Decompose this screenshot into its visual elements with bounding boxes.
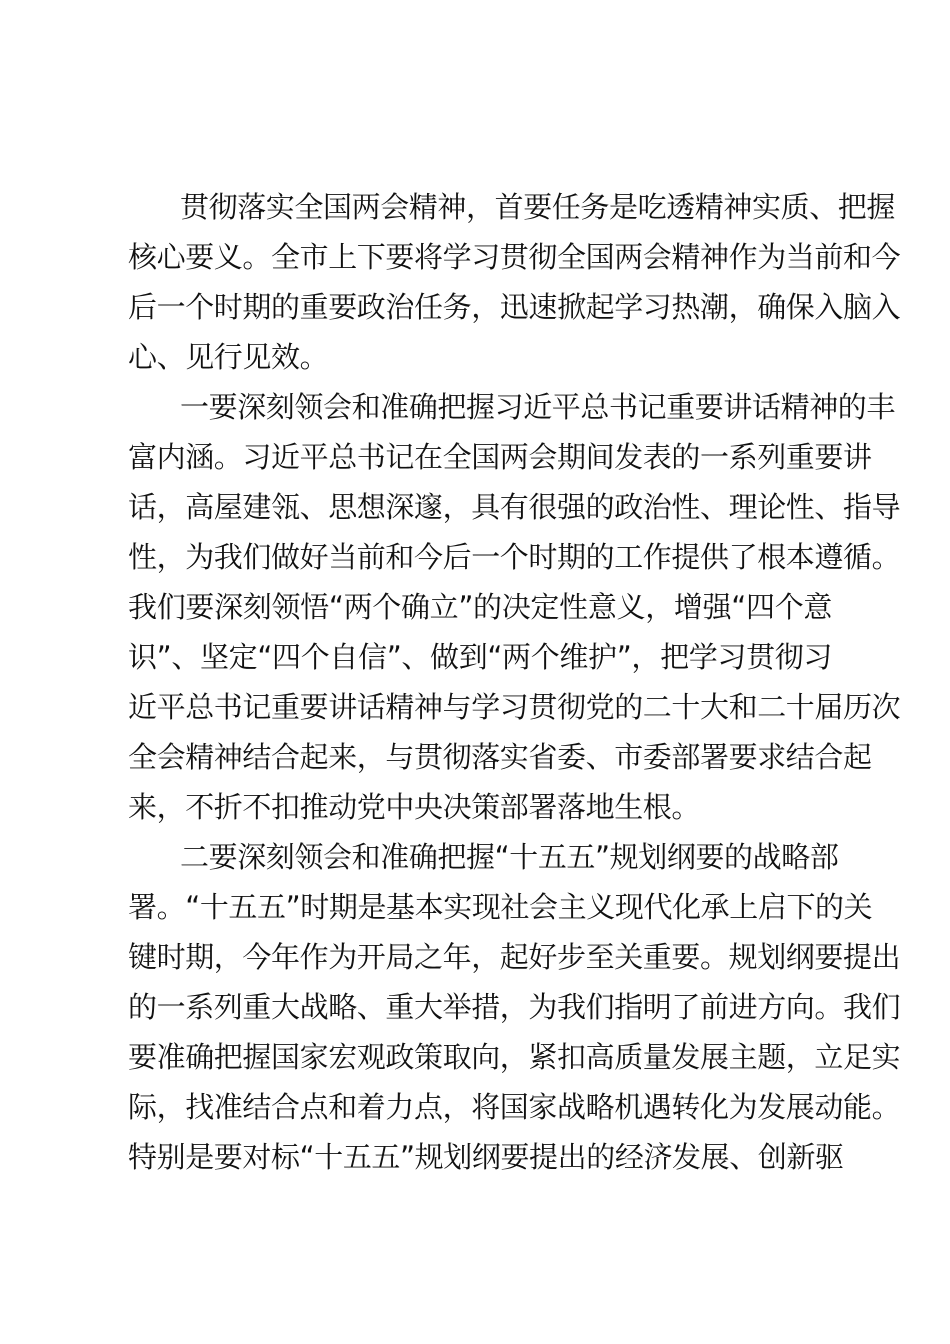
text-line: 署。“十五五”时期是基本实现社会主义现代化承上启下的关 [128, 890, 873, 924]
text-line: 核心要义。全市上下要将学习贯彻全国两会精神作为当前和今 [128, 240, 901, 274]
text-line: 我们要深刻领悟“两个确立”的决定性意义，增强“四个意 [128, 590, 832, 624]
text-line: 识”、坚定“四个自信”、做到“两个维护”，把学习贯彻习 [128, 640, 832, 674]
text-line: 贯彻落实全国两会精神，首要任务是吃透精神实质、把握 [180, 190, 896, 224]
text-line: 话，高屋建瓴、思想深邃，具有很强的政治性、理论性、指导 [128, 490, 901, 524]
text-line: 富内涵。习近平总书记在全国两会期间发表的一系列重要讲 [128, 440, 872, 474]
text-line: 键时期，今年作为开局之年，起好步至关重要。规划纲要提出 [128, 940, 901, 974]
text-line: 特别是要对标“十五五”规划纲要提出的经济发展、创新驱 [128, 1140, 844, 1174]
paragraph-intro [128, 182, 901, 382]
text-line: 要准确把握国家宏观政策取向，紧扣高质量发展主题，立足实 [128, 1040, 901, 1074]
text-line: 近平总书记重要讲话精神与学习贯彻党的二十大和二十届历次 [128, 690, 901, 724]
text-line: 来，不折不扣推动党中央决策部署落地生根。 [128, 790, 701, 824]
paragraph-second-point [128, 832, 901, 1182]
text-line: 性，为我们做好当前和今后一个时期的工作提供了根本遵循。 [128, 540, 901, 574]
text-line: 后一个时期的重要政治任务，迅速掀起学习热潮，确保入脑入 [128, 290, 901, 324]
text-line: 心、见行见效。 [128, 340, 329, 374]
text-line: 全会精神结合起来，与贯彻落实省委、市委部署要求结合起 [128, 740, 872, 774]
text-line: 二要深刻领会和准确把握“十五五”规划纲要的战略部 [180, 840, 839, 874]
paragraph-first-point [128, 382, 901, 832]
document-body [128, 182, 901, 1182]
text-line: 一要深刻领会和准确把握习近平总书记重要讲话精神的丰 [180, 390, 896, 424]
text-line: 际，找准结合点和着力点，将国家战略机遇转化为发展动能。 [128, 1090, 901, 1124]
text-line: 的一系列重大战略、重大举措，为我们指明了前进方向。我们 [128, 990, 901, 1024]
